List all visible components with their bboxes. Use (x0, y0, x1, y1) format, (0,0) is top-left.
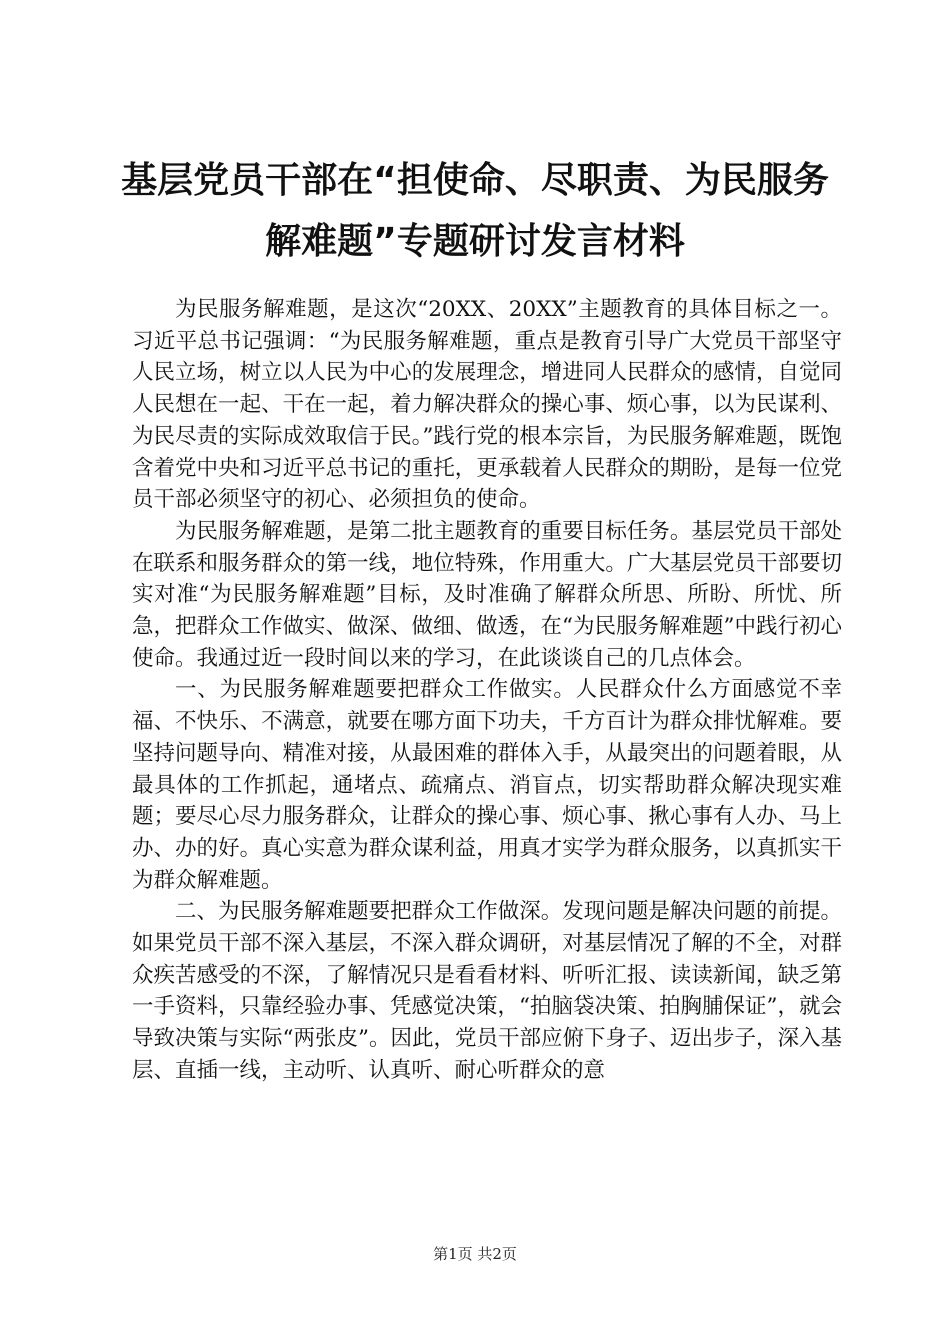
paragraph-2: 为民服务解难题，是第二批主题教育的重要目标任务。基层党员干部处在联系和服务群众的第一线，地位特殊，作用重大。广大基层党员干部要切实对准“为民服务解难题”目标，及时准确了解群众所思、所盼、所忧、所急，把群众工作做实、做深、做细、做透，在“为民服务解难题”中践行初心使命。我通过近一段时间以来的学习，在此谈谈自己的几点体会。 (132, 518, 842, 671)
document-title-line-1: 基层党员干部在“担使命、尽职责、为民服务 (121, 160, 829, 201)
document-title-line-2: 解难题”专题研讨发言材料 (265, 221, 685, 262)
document-body (132, 294, 842, 1087)
paragraph-4: 二、为民服务解难题要把群众工作做深。发现问题是解决问题的前提。如果党员干部不深入基层，不深入群众调研，对基层情况了解的不全，对群众疾苦感受的不深，了解情况只是看看材料、听听汇报、读读新闻，缺乏第一手资料，只靠经验办事、凭感觉决策，“拍脑袋决策、拍胸脯保证”，就会导致决策与实际“两张皮”。因此，党员干部应俯下身子、迈出步子，深入基层、直插一线，主动听、认真听、耐心听群众的意 (132, 899, 842, 1083)
paragraph-3: 一、为民服务解难题要把群众工作做实。人民群众什么方面感觉不幸福、不快乐、不满意，就要在哪方面下功夫，千方百计为群众排忧解难。要坚持问题导向、精准对接，从最困难的群体入手，从最突出的问题着眼，从最具体的工作抓起，通堵点、疏痛点、消盲点，切实帮助群众解决现实难题；要尽心尽力服务群众，让群众的操心事、烦心事、揪心事有人办、马上办、办的好。真心实意为群众谋利益，用真才实学为群众服务，以真抓实干为群众解难题。 (132, 677, 842, 893)
paragraph-1: 为民服务解难题，是这次“20XX、20XX”主题教育的具体目标之一。习近平总书记强调：“为民服务解难题，重点是教育引导广大党员干部坚守人民立场，树立以人民为中心的发展理念，增进同人民群众的感情，自觉同人民想在一起、干在一起，着力解决群众的操心事、烦心事，以为民谋利、为民尽责的实际成效取信于民。”践行党的根本宗旨，为民服务解难题，既饱含着党中央和习近平总书记的重托，更承载着人民群众的期盼，是每一位党员干部必须坚守的初心、必须担负的使命。 (132, 297, 842, 513)
page-footer: 第1页 共2页 (433, 1245, 517, 1263)
